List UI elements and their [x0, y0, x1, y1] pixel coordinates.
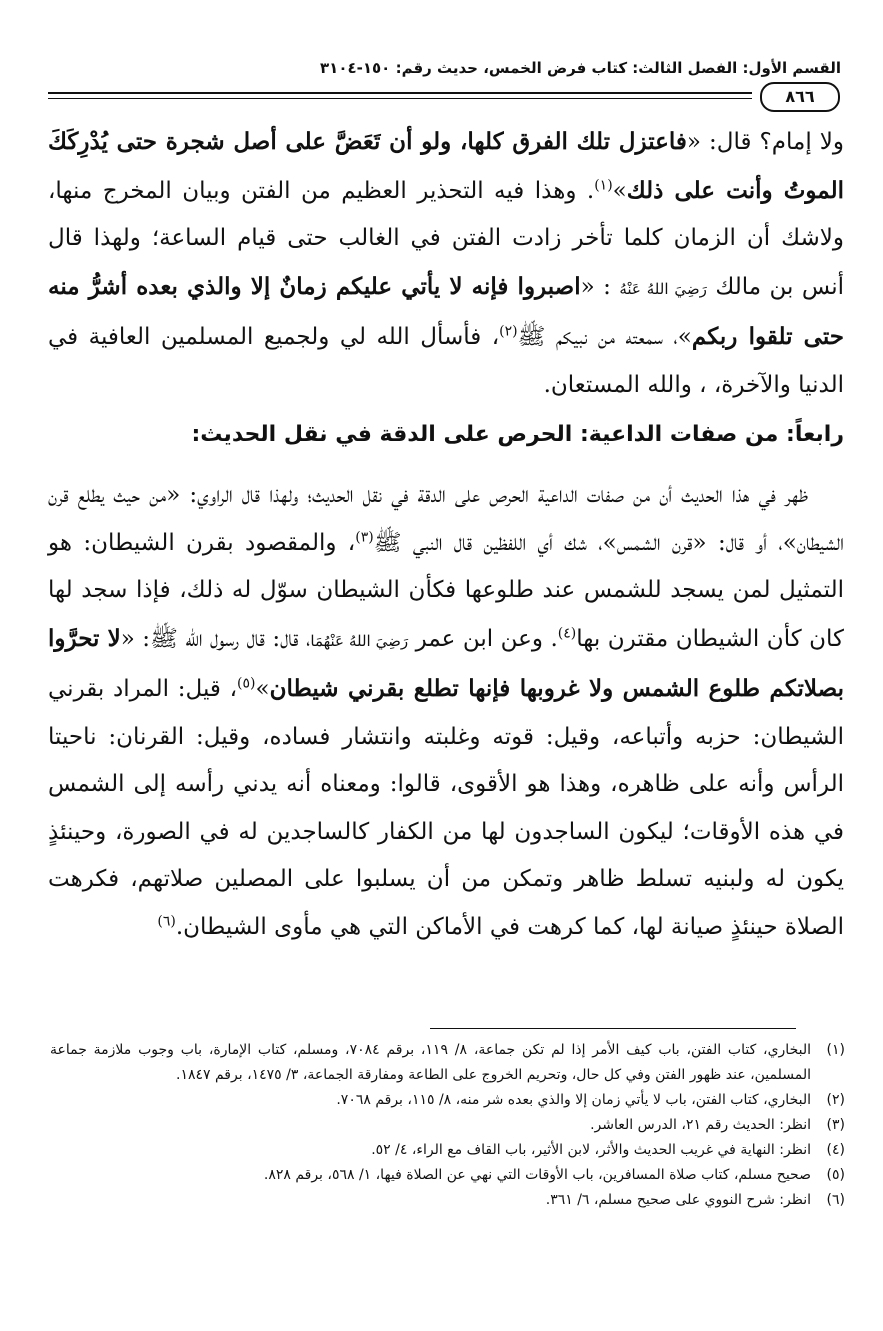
footnote-text: انظر: النهاية في غريب الحديث والأثر، لابن الأثير، باب القاف مع الراء، ٤/ ٥٢.: [371, 1142, 811, 1158]
salawat-glyph: ﷺ: [150, 625, 178, 652]
salawat-glyph: ﷺ: [517, 324, 546, 350]
hadith-quote: لا تحرَّوا بصلاتكم طلوع الشمس ولا غروبها فإنها تطلع بقرني شيطان: [48, 624, 844, 702]
text-run: . وهذا فيه التحذير العظيم من الفتن وبيان المخرج منها، ولاشك أن الزمان كلما تأخر زادت الفتن في الغالب حتى قيام الساعة؛ ولهذا قال أنس بن مالك: [48, 177, 844, 300]
header-rule: [48, 92, 752, 99]
footnote-number: (٥): [826, 1167, 845, 1183]
footnote-number: (٣): [826, 1117, 845, 1133]
footnote-text: صحيح مسلم، كتاب صلاة المسافرين، باب الأوقات التي نهي عن الصلاة فيها، ١/ ٥٦٨، برقم ٨٢٨.: [263, 1167, 811, 1183]
text-run: ، والمقصود بقرن الشيطان: هو التمثيل لمن يسجد للشمس عند طلوعها فكأن الشيطان سوّل له ذلك، فإذا سجد لها كان كأن الشيطان مقترن بها: [48, 529, 844, 652]
footnote-item: [50, 1188, 845, 1213]
text-run: ظهر في هذا الحديث أن من صفات الداعية الحرص على الدقة في نقل الحديث؛ ولهذا قال الراوي: «من حيث يطلع قرن الشيطان»، أو قال: «قرن الشمس»، شك أي اللفظين قال النبي: [48, 482, 844, 556]
footnotes: [50, 1038, 845, 1213]
text-run: ، قيل: المراد بقرني الشيطان: حزبه وأتباعه، وقيل: قوته وغلبته وانتشار فساده، وقيل: القرنان: ناحيتا الرأس وأنه على ظاهره، وهذا هو الأقوى، قالوا: ومعناه أنه يدني رأسه إلى الشمس في هذه الأوقات؛ ليكون الساجدون لها من الكفار كالساجدين له في الصورة، وحينئذٍ يكون له ولبنيه تسلط ظاهر وتمكن من أن يسلبوا على المصلين صلاتهم، فكرهت الصلاة حينئذٍ صيانة لها، كما كرهت في الأماكن التي هي مأوى الشيطان.: [48, 676, 844, 940]
text-run: »، سمعته من نبيكم: [545, 324, 692, 350]
footnote-number: (٤): [826, 1142, 845, 1158]
footnote-ref-3[interactable]: (٣): [355, 528, 374, 545]
section-heading: رابعاً: من صفات الداعية: الحرص على الدقة في نقل الحديث:: [191, 422, 844, 447]
footnote-item: [50, 1038, 845, 1088]
footnote-item: [50, 1113, 845, 1138]
footnote-text: البخاري، كتاب الفتن، باب لا يأتي زمان إلا والذي بعده شر منه، ٨/ ١١٥، برقم ٧٠٦٨.: [336, 1092, 811, 1108]
footnote-ref-2[interactable]: (٢): [499, 323, 518, 340]
text-run: : «: [580, 273, 611, 300]
footnote-text: انظر: الحديث رقم ٢١، الدرس العاشر.: [590, 1117, 811, 1133]
honorific: رَضِيَ اللهُ عَنْهُ: [619, 279, 707, 298]
hadith-quote: فاعتزل تلك الفرق كلها، ولو أن تَعَضَّ على أصل شجرة حتى يُدْرِكَكَ الموتُ وأنت على ذلك: [48, 128, 844, 204]
footnote-number: (٢): [826, 1092, 845, 1108]
honorific: رَضِيَ اللهُ عَنْهُمَا: [310, 631, 409, 650]
text-run: : «: [120, 625, 151, 652]
footnote-item: [50, 1138, 845, 1163]
footnote-text: البخاري، كتاب الفتن، باب كيف الأمر إذا لم تكن جماعة، ٨/ ١١٩، برقم ٧٠٨٤، ومسلم، كتاب الإمارة، باب وجوب ملازمة جماعة المسلمين، عند ظهور الفتن وفي كل حال، وتحريم الخروج على الطاعة ومفارقة الجماعة، ٣/ ١٤٧٥، برقم ١٨٤٧.: [50, 1042, 811, 1083]
footnote-text: انظر: شرح النووي على صحيح مسلم، ٦/ ٣٦١.: [545, 1192, 811, 1208]
footnote-number: (٦): [826, 1192, 845, 1208]
footnote-ref-4[interactable]: (٤): [557, 624, 577, 641]
footnote-ref-6[interactable]: (٦): [157, 912, 176, 929]
footnote-ref-5[interactable]: (٥): [237, 675, 256, 692]
salawat-glyph: ﷺ: [373, 529, 402, 556]
footnote-item: [50, 1163, 845, 1188]
footnote-item: [50, 1088, 845, 1113]
text-run: ولا إمام؟ قال: «: [686, 129, 845, 155]
running-head: القسم الأول: الفصل الثالث: كتاب فرض الخمس، حديث رقم: ١٥٠-٣١٠٤: [320, 59, 841, 77]
section-paragraph: [48, 472, 844, 951]
text-run: . وعن ابن عمر: [408, 625, 558, 652]
text-run: ، فأسأل الله لي ولجميع المسلمين العافية في الدنيا والآخرة، ، والله المستعان.: [48, 324, 844, 398]
text-run: »: [612, 177, 627, 204]
hadith-quote: اصبروا فإنه لا يأتي عليكم زمانٌ إلا والذي بعده أشرُّ منه حتى تلقوا ربكم: [48, 272, 844, 350]
page-number: ٨٦٦: [760, 82, 840, 112]
footnote-number: (١): [826, 1042, 845, 1058]
footnote-rule: [430, 1028, 796, 1029]
text-run: ، قال: قال رسول الله: [177, 625, 311, 652]
opening-paragraph: [48, 118, 844, 409]
footnote-ref-1[interactable]: (١): [594, 176, 613, 193]
text-run: »: [255, 676, 270, 702]
